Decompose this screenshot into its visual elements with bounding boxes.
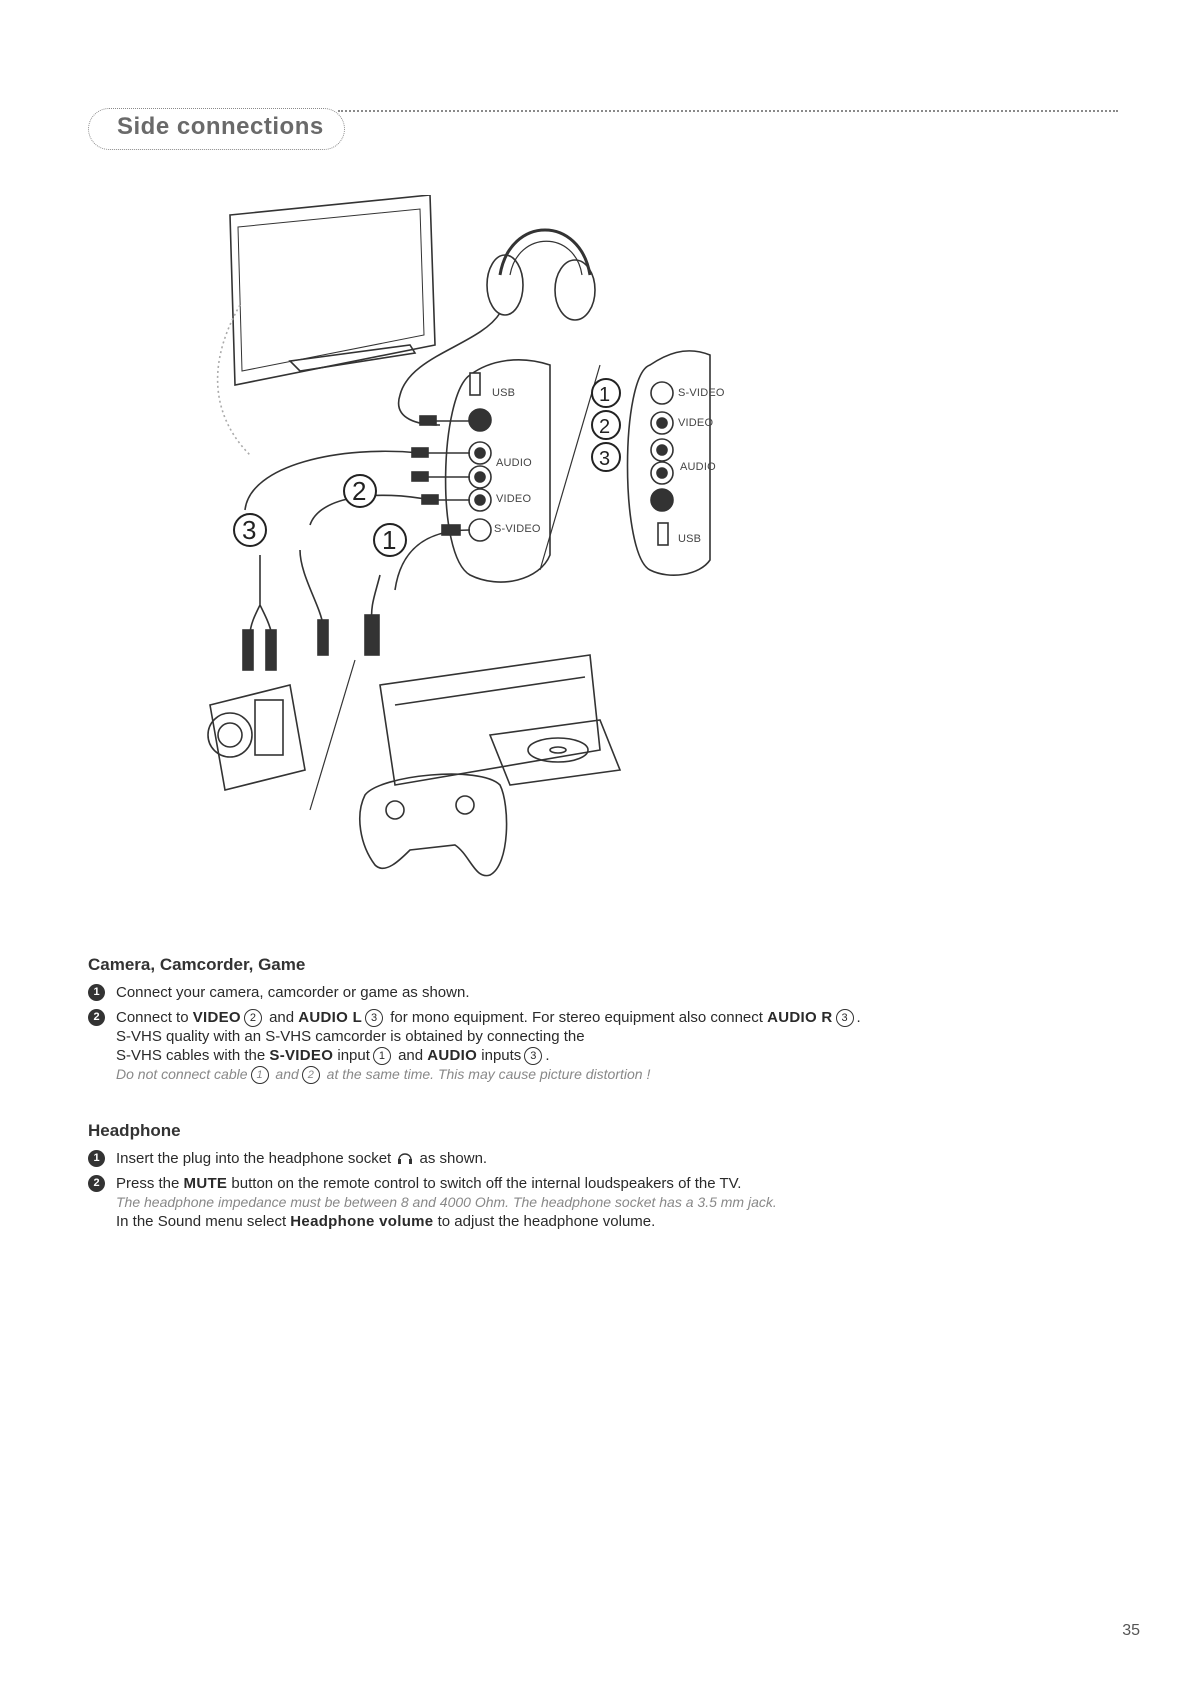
- camera-section: [88, 955, 1098, 1090]
- tv-icon: [218, 195, 435, 455]
- left-audio-label: AUDIO: [496, 457, 532, 469]
- callout-2-right: 2: [599, 416, 611, 438]
- headphone-socket-icon: [397, 1150, 413, 1164]
- page-number: 35: [1122, 1622, 1140, 1639]
- page-title: Side connections: [117, 113, 324, 140]
- camera-step-1-text: Connect your camera, camcorder or game as shown.: [116, 984, 470, 1001]
- left-video-label: VIDEO: [496, 493, 532, 505]
- camera-section-title: Camera, Camcorder, Game: [88, 955, 306, 974]
- gamepad-icon: [360, 774, 507, 876]
- connection-illustration: [180, 195, 1030, 935]
- camera-warning-note: Do not connect cable 1 and 2 at the same time. This may cause picture distortion !: [116, 1066, 651, 1082]
- headphone-step-2-line-3: In the Sound menu select Headphone volume to adjust the headphone volume.: [116, 1213, 656, 1230]
- headphone-section: [88, 1121, 1098, 1237]
- headphone-section-title: Headphone: [88, 1121, 181, 1140]
- right-usb-label: USB: [678, 533, 702, 545]
- headphone-step-1: 1 Insert the plug into the headphone socket as shown.: [88, 1149, 1098, 1168]
- camcorder-icon: [208, 685, 305, 790]
- headphone-impedance-note: The headphone impedance must be between 8 and 4000 Ohm. The headphone socket has a 3.5 mm jack.: [116, 1194, 777, 1210]
- camera-step-2-line-1: Connect to VIDEO 2 and AUDIO L 3 for mono equipment. For stereo equipment also connect AUDIO R 3 .: [116, 1009, 861, 1026]
- step-bullet: 2: [88, 1175, 105, 1192]
- camera-step-2: [88, 1008, 1098, 1084]
- camera-step-2-line-2: S-VHS quality with an S-VHS camcorder is obtained by connecting the: [116, 1028, 585, 1045]
- headphone-step-2: [88, 1174, 1098, 1231]
- step-bullet: 2: [88, 1009, 105, 1026]
- step-bullet: 1: [88, 1150, 105, 1167]
- callout-2-left: 2: [352, 476, 367, 506]
- game-console-icon: [380, 655, 620, 785]
- right-video-label: VIDEO: [678, 417, 714, 429]
- connection-diagram-svg: [180, 195, 1030, 935]
- left-svideo-label: S-VIDEO: [494, 523, 541, 535]
- right-svideo-label: S-VIDEO: [678, 387, 725, 399]
- callout-1-left: 1: [382, 525, 397, 555]
- left-usb-label: USB: [492, 387, 516, 399]
- section-header: [88, 108, 1118, 152]
- title-capsule: [88, 108, 345, 150]
- callout-3-right: 3: [599, 448, 611, 470]
- header-dotted-rule: [338, 110, 1118, 112]
- camera-step-2-line-3: S-VHS cables with the S-VIDEO input 1 and AUDIO inputs 3 .: [116, 1047, 550, 1064]
- callout-group: [234, 379, 620, 556]
- step-bullet: 1: [88, 984, 105, 1001]
- right-audio-label: AUDIO: [680, 461, 716, 473]
- camera-step-1: [88, 983, 1098, 1002]
- callout-3-left: 3: [242, 515, 257, 545]
- headphone-step-2-line-1: Press the MUTE button on the remote control to switch off the internal loudspeakers of the TV.: [116, 1175, 742, 1192]
- callout-1-right: 1: [599, 384, 611, 406]
